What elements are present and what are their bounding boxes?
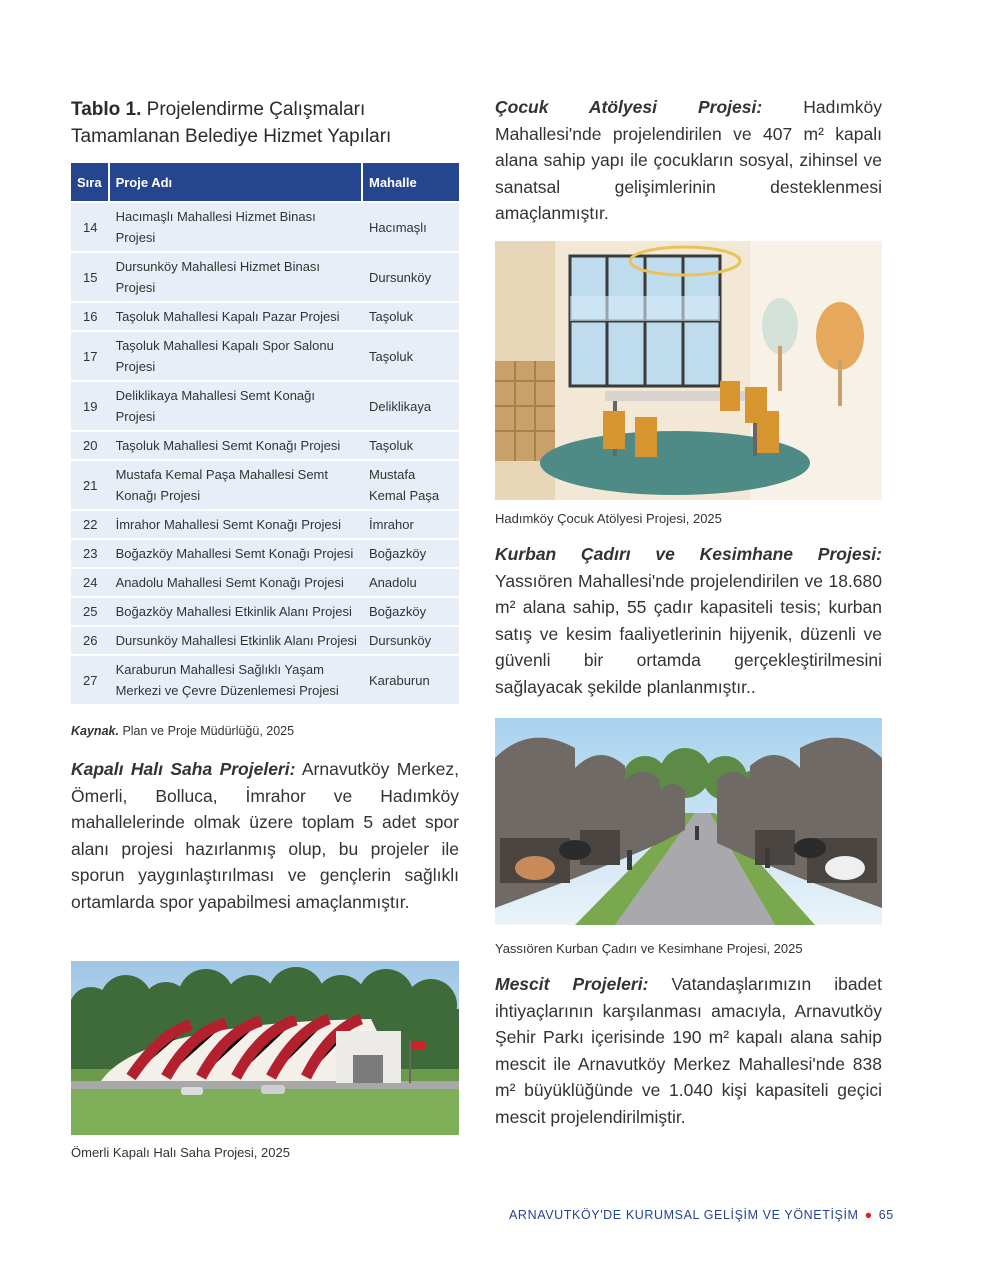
- mescit-paragraph: [495, 971, 882, 1130]
- row-district: Taşoluk: [363, 303, 459, 330]
- kurban-paragraph: [495, 541, 882, 700]
- sports-hall-caption: Ömerli Kapalı Halı Saha Projesi, 2025: [71, 1145, 290, 1160]
- row-no: 20: [71, 432, 110, 459]
- row-name: Boğazköy Mahallesi Semt Konağı Projesi: [110, 540, 363, 567]
- row-district: Dursunköy: [363, 253, 459, 301]
- row-no: 25: [71, 598, 110, 625]
- row-district: İmrahor: [363, 511, 459, 538]
- kurban-heading: Kurban Çadırı ve Kesimhane Projesi:: [495, 544, 882, 564]
- table-row: [71, 511, 459, 538]
- row-name: Deliklikaya Mahallesi Semt Konağı Projesi: [110, 382, 363, 430]
- row-name: İmrahor Mahallesi Semt Konağı Projesi: [110, 511, 363, 538]
- row-name: Anadolu Mahallesi Semt Konağı Projesi: [110, 569, 363, 596]
- sports-hall-image: [71, 961, 459, 1135]
- cocuk-text: Hadımköy Mahallesi'nde projelendirilen ve 407 m² kapalı alana sahip yapı ile çocukların sosyal, zihinsel ve sanatsal gelişimlerinin desteklenmesi amaçlanmıştır.: [495, 97, 882, 223]
- row-name: Mustafa Kemal Paşa Mahallesi Semt Konağı Projesi: [110, 461, 363, 509]
- table-source: [71, 724, 294, 738]
- children-workshop-caption: Hadımköy Çocuk Atölyesi Projesi, 2025: [495, 511, 722, 526]
- row-district: Karaburun: [363, 656, 459, 704]
- table-row: [71, 253, 459, 301]
- table-caption-label: Tablo 1.: [71, 99, 142, 120]
- footer-title: ARNAVUTKÖY'DE KURUMSAL GELİŞİM VE YÖNETİŞİM: [509, 1208, 859, 1222]
- table-caption-text: Projelendirme Çalışmaları Tamamlanan Belediye Hizmet Yapıları: [71, 99, 392, 147]
- children-workshop-image: [495, 241, 882, 500]
- table-row: [71, 627, 459, 654]
- row-district: Deliklikaya: [363, 382, 459, 430]
- table-row: [71, 432, 459, 459]
- row-no: 22: [71, 511, 110, 538]
- row-name: Dursunköy Mahallesi Hizmet Binası Projesi: [110, 253, 363, 301]
- row-district: Anadolu: [363, 569, 459, 596]
- mescit-heading: Mescit Projeleri:: [495, 974, 649, 994]
- source-text: Plan ve Proje Müdürlüğü, 2025: [122, 724, 295, 738]
- kurban-tents-caption: Yassıören Kurban Çadırı ve Kesimhane Projesi, 2025: [495, 941, 803, 956]
- row-name: Karaburun Mahallesi Sağlıklı Yaşam Merkezi ve Çevre Düzenlemesi Projesi: [110, 656, 363, 704]
- kurban-text: Yassıören Mahallesi'nde projelendirilen ve 18.680 m² alana sahip, 55 çadır kapasiteli tesis; kurban satış ve kesim faaliyetlerinin hijyenik, düzenli ve güvenli bir ortamda gerçekleştirilmesini sağlayacak şekilde planlanmıştır..: [495, 570, 882, 697]
- table-row: [71, 598, 459, 625]
- row-no: 15: [71, 253, 110, 301]
- hali-saha-paragraph: [71, 756, 459, 915]
- row-no: 21: [71, 461, 110, 509]
- row-district: Boğazköy: [363, 598, 459, 625]
- header-sira: Sıra: [71, 163, 110, 201]
- row-district: Mustafa Kemal Paşa: [363, 461, 459, 509]
- row-district: Boğazköy: [363, 540, 459, 567]
- row-no: 17: [71, 332, 110, 380]
- row-name: Hacımaşlı Mahallesi Hizmet Binası Projesi: [110, 203, 363, 251]
- source-label: Kaynak.: [71, 724, 119, 738]
- table-row: [71, 656, 459, 704]
- row-district: Taşoluk: [363, 432, 459, 459]
- header-mahalle: Mahalle: [363, 163, 459, 201]
- row-no: 23: [71, 540, 110, 567]
- projects-table: [71, 161, 459, 706]
- row-name: Taşoluk Mahallesi Semt Konağı Projesi: [110, 432, 363, 459]
- table-caption: [71, 96, 459, 150]
- table-row: [71, 303, 459, 330]
- row-name: Dursunköy Mahallesi Etkinlik Alanı Projesi: [110, 627, 363, 654]
- hali-saha-text: Arnavutköy Merkez, Ömerli, Bolluca, İmrahor ve Hadımköy mahallelerinde olmak üzere toplam 5 adet spor alanı projesi hazırlanmış olup, bu projeler ile sporun yaygınlaştırılması ve gençlerin sağlıklı ortamlarda spor yapabilmesi amaçlanmıştır.: [71, 759, 460, 912]
- row-no: 27: [71, 656, 110, 704]
- row-name: Taşoluk Mahallesi Kapalı Spor Salonu Projesi: [110, 332, 363, 380]
- row-name: Taşoluk Mahallesi Kapalı Pazar Projesi: [110, 303, 363, 330]
- page-number: 65: [878, 1208, 894, 1222]
- kurban-tents-image: [495, 718, 882, 925]
- table-row: [71, 461, 459, 509]
- row-no: 16: [71, 303, 110, 330]
- row-no: 26: [71, 627, 110, 654]
- row-district: Hacımaşlı: [363, 203, 459, 251]
- row-district: Dursunköy: [363, 627, 459, 654]
- table-header-row: [71, 163, 459, 201]
- row-no: 24: [71, 569, 110, 596]
- header-proje-adi: Proje Adı: [110, 163, 363, 201]
- row-district: Taşoluk: [363, 332, 459, 380]
- table-row: [71, 540, 459, 567]
- cocuk-paragraph: [495, 94, 882, 227]
- row-no: 19: [71, 382, 110, 430]
- table-row: [71, 569, 459, 596]
- table-row: [71, 203, 459, 251]
- table-row: [71, 382, 459, 430]
- row-no: 14: [71, 203, 110, 251]
- mescit-text: Vatandaşlarımızın ibadet ihtiyaçlarının karşılanması amacıyla, Arnavutköy Şehir Parkı içerisinde 190 m² kapalı alana sahip mescit ile Arnavutköy Merkez Mahallesi'nde 838 m² büyüklüğünde ve 1.040 kişi kapasiteli geçici mescit projelendirilmiştir.: [495, 974, 882, 1127]
- row-name: Boğazköy Mahallesi Etkinlik Alanı Projesi: [110, 598, 363, 625]
- cocuk-heading: Çocuk Atölyesi Projesi:: [495, 97, 763, 117]
- hali-saha-heading: Kapalı Halı Saha Projeleri:: [71, 759, 296, 779]
- table-row: [71, 332, 459, 380]
- page-footer: [509, 1208, 894, 1222]
- footer-dot-icon: ●: [864, 1208, 873, 1222]
